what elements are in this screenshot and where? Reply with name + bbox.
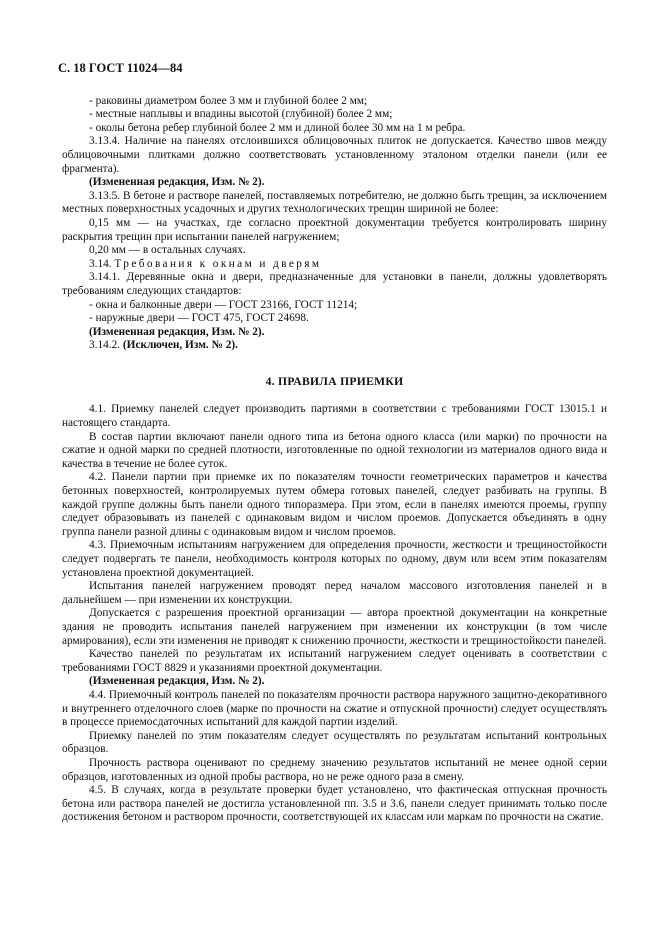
paragraph: - наружные двери — ГОСТ 475, ГОСТ 24698. (89, 312, 309, 325)
section-title: 4. ПРАВИЛА ПРИЕМКИ (265, 374, 404, 388)
paragraph: - околы бетона ребер глубиной более 2 мм и длиной более 30 мм на 1 м ребра. (89, 121, 466, 134)
paragraph: 3.14.1. Деревянные окна и двери, предназначенные для установки в панели, должны удовлетворять требованиям следующих стандартов: (62, 271, 607, 297)
paragraph-number: 3.14. (89, 257, 115, 270)
paragraph: В состав партии включают панели одного типа из бетона одного класса (или марки) по прочности на сжатие и одной марки по средней плотности, изготовленные по одной технологии из материалов одного вида и качества в течение не более суток. (62, 430, 607, 470)
page-header: С. 18 ГОСТ 11024—84 (58, 61, 183, 75)
paragraph: 4.2. Панели партии при приемке их по показателям точности геометрических параметров и качества бетонных поверхностей, контролируемых путем обмера готовых панелей, следует разбивать на группы. В каждой группе должны быть панели одного типоразмера. При этом, если в панелях имеются проемы, группу следует образовывать из панелей с одинаковым видом и числом проемов. Допускается объединять в одну группа панели разной длины с одинаковым видом и числом проемов. (62, 471, 607, 538)
spaced-subheading: Требования к окнам и дверям (114, 257, 322, 270)
paragraph: - раковины диаметром более 3 мм и глубиной более 2 мм; (89, 94, 368, 107)
paragraph: 3.13.4. Наличие на панелях отслоившихся облицовочных плиток не допускается. Качество швов между облицовочными плитками должно соответствовать установленному эталоном отделки панели (или ее фрагмента). (62, 135, 607, 175)
section-3-continuation (62, 95, 607, 353)
paragraph (62, 258, 607, 272)
paragraph: 3.13.5. В бетоне и растворе панелей, поставляемых потребителю, не должно быть трещин, за исключением местных поверхностных усадочных и других технологических трещин шириной не более: (62, 189, 607, 216)
paragraph: (Измененная редакция, Изм. № 2). (89, 325, 265, 338)
paragraph: 4.1. Приемку панелей следует производить партиями в соответствии с требованиями ГОСТ 13015.1 и настоящего стандарта. (62, 403, 607, 430)
paragraph: Качество панелей по результатам их испытаний нагружением следует оценивать в соответствии с требованиями ГОСТ 8829 и указаниями проектной документации. (62, 648, 607, 674)
paragraph (62, 339, 607, 353)
paragraph: 4.3. Приемочным испытаниям нагружением для определения прочности, жесткости и трещиностойкости следует подвергать те панели, необходимость контроля которых по одному, двум или всем этим показателям установлена проектной документацией. (62, 539, 607, 579)
paragraph: 0,20 мм — в остальных случаях. (89, 244, 246, 257)
paragraph: Допускается с разрешения проектной организации — автора проектной документации на конкретные здания не проводить испытания панелей нагружением при изменении их конструкции (в том числе армирования), если эти изменения не приводят к снижению прочности, жесткости и трещиностойкости панелей. (62, 607, 607, 647)
paragraph: (Измененная редакция, Изм. № 2). (89, 675, 265, 688)
paragraph: (Измененная редакция, Изм. № 2). (89, 176, 265, 189)
paragraph: Прочность раствора оценивают по среднему значению результатов испытаний не менее одной серии образцов, изготовленных из одной пробы раствора, но не реже одного раза в смену. (62, 756, 607, 783)
section-4-body (62, 403, 607, 824)
amendment-note: (Исключен, Изм. № 2). (122, 339, 238, 352)
paragraph: Приемку панелей по этим показателям следует осуществлять по результатам испытаний контрольных образцов. (62, 729, 607, 756)
document-page (58, 61, 607, 825)
paragraph: 4.5. В случаях, когда в результате проверки будет установлено, что фактическая отпускная прочность бетона или раствора панелей не достигла установленной пп. 3.5 и 3.6, панели следует принимать только после достижения бетоном и раствором прочности, соответствующей их классам или маркам по прочности на сжатие. (62, 784, 607, 824)
paragraph: - местные наплывы и впадины высотой (глубиной) более 2 мм; (89, 108, 393, 121)
paragraph: Испытания панелей нагружением проводят перед началом массового изготовления панелей и в дальнейшем — при изменении их конструкции. (62, 580, 607, 606)
paragraph: 0,15 мм — на участках, где согласно проектной документации требуется контролировать ширину раскрытия трещин при испытании панелей нагружением; (62, 216, 607, 243)
paragraph: 4.4. Приемочный контроль панелей по показателям прочности раствора наружного защитно-декоративного и внутреннего отделочного слоев (марке по прочности на сжатие и отпускной прочности) следует осуществлять в процессе приемосдаточных испытаний для каждой партии изделий. (62, 688, 607, 729)
paragraph-number: 3.14.2. (89, 339, 123, 352)
paragraph: - окна и балконные двери — ГОСТ 23166, ГОСТ 11214; (89, 298, 358, 311)
